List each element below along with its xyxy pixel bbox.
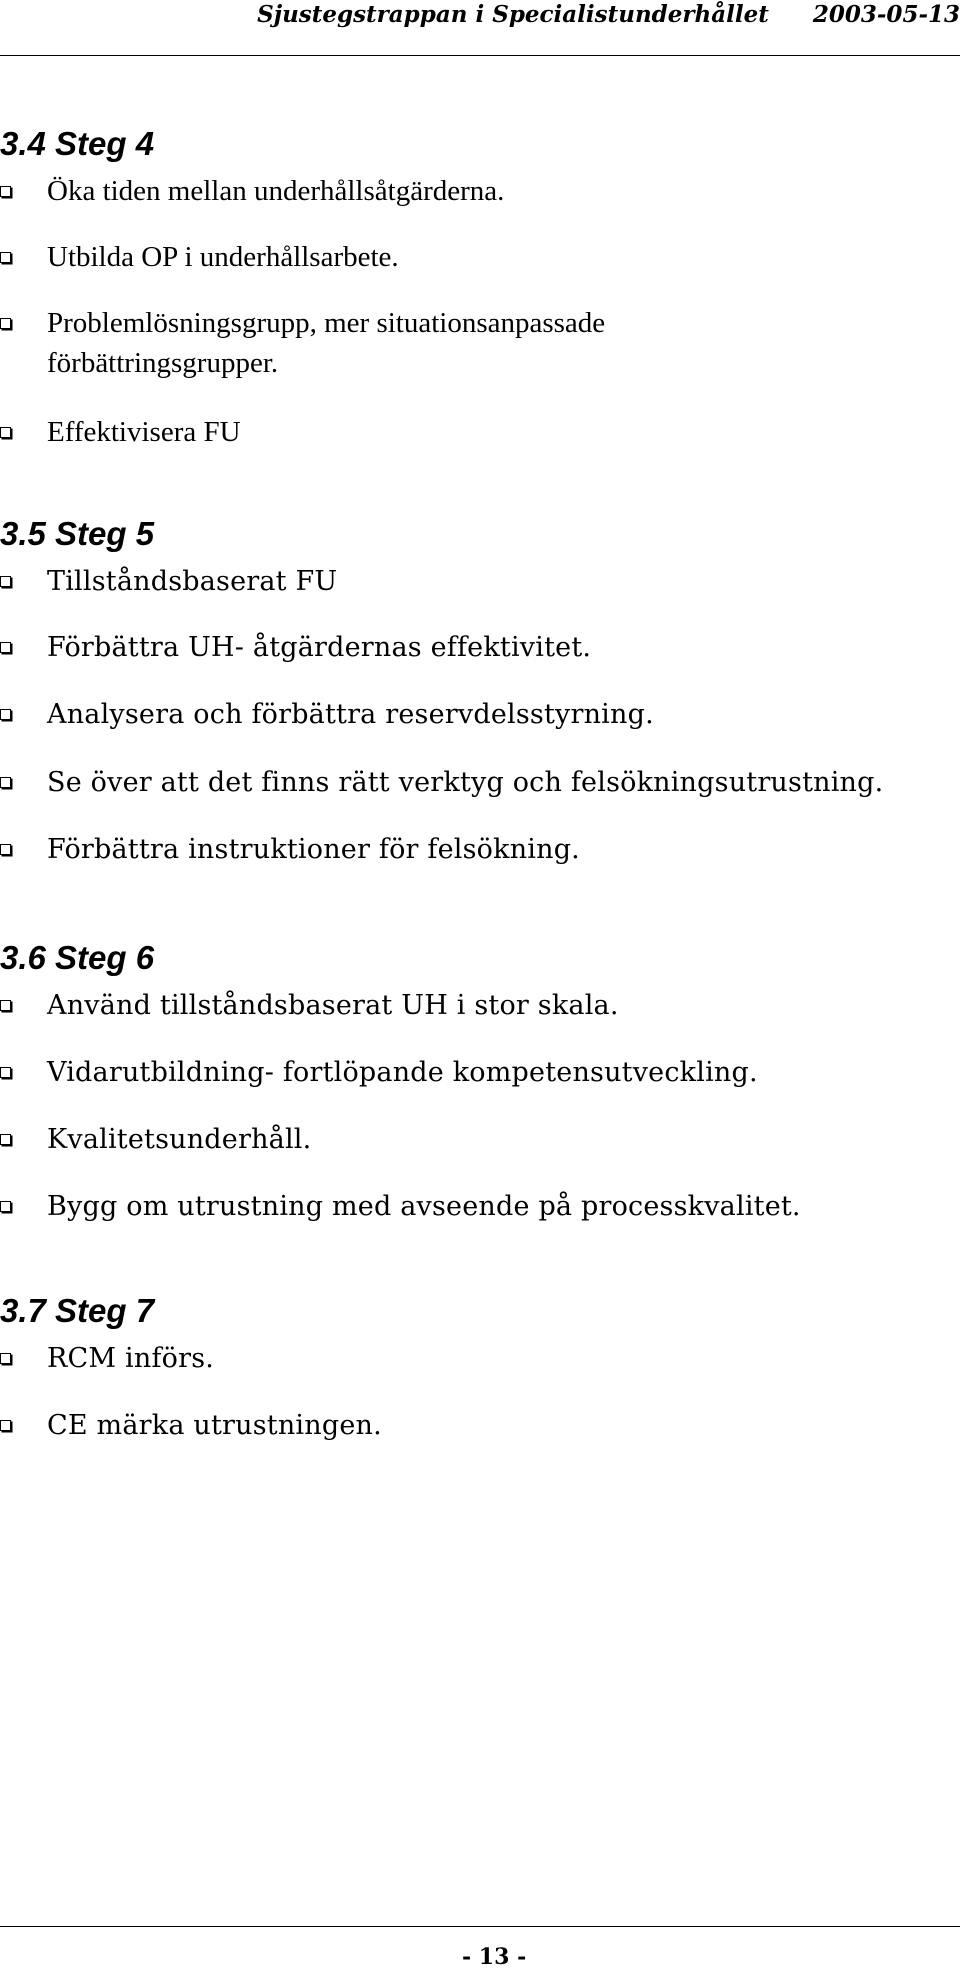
list-item-text: RCM införs. xyxy=(47,1343,215,1374)
list-item-text: Utbilda OP i underhållsarbete. xyxy=(47,241,399,273)
checkbox-bullet-icon xyxy=(0,1420,11,1431)
section-heading: 3.7 Steg 7 xyxy=(0,1292,155,1329)
checkbox-bullet-icon xyxy=(0,1000,11,1011)
checkbox-bullet-icon xyxy=(0,318,11,329)
document-title: Sjustegstrappan i Specialistunderhållet xyxy=(257,1,769,28)
list-item-text: Analysera och förbättra reservdelsstyrning. xyxy=(47,699,654,730)
checkbox-bullet-icon xyxy=(0,1067,11,1078)
list-item-text: Öka tiden mellan underhållsåtgärderna. xyxy=(47,175,505,207)
list-item-text: Se över att det finns rätt verktyg och felsökningsutrustning. xyxy=(47,767,884,798)
checkbox-bullet-icon xyxy=(0,709,11,720)
list-item-text: Förbättra UH- åtgärdernas effektivitet. xyxy=(47,632,592,663)
list-item-text: Problemlösningsgrupp, mer situationsanpassade xyxy=(47,307,606,339)
page-number: - 13 - xyxy=(462,1944,527,1970)
footer-divider xyxy=(0,1926,960,1927)
checkbox-bullet-icon xyxy=(0,427,11,438)
section-heading: 3.5 Steg 5 xyxy=(0,515,155,552)
checkbox-bullet-icon xyxy=(0,186,11,197)
header-text xyxy=(257,0,960,30)
list-item-text: Kvalitetsunderhåll. xyxy=(47,1124,312,1155)
list-item-text: Förbättra instruktioner för felsökning. xyxy=(47,834,580,865)
checkbox-bullet-icon xyxy=(0,642,11,653)
page-header xyxy=(0,0,960,58)
checkbox-bullet-icon xyxy=(0,252,11,263)
list-item-text: Bygg om utrustning med avseende på processkvalitet. xyxy=(47,1191,801,1222)
checkbox-bullet-icon xyxy=(0,777,11,788)
document-date: 2003-05-13 xyxy=(812,1,960,28)
list-item-text: förbättringsgrupper. xyxy=(47,347,279,379)
checkbox-bullet-icon xyxy=(0,1201,11,1212)
section-heading: 3.4 Steg 4 xyxy=(0,125,155,162)
checkbox-bullet-icon xyxy=(0,576,11,587)
header-divider xyxy=(0,55,960,56)
checkbox-bullet-icon xyxy=(0,1353,11,1364)
list-item-text: Effektivisera FU xyxy=(47,416,241,448)
checkbox-bullet-icon xyxy=(0,1134,11,1145)
list-item-text: Vidarutbildning- fortlöpande kompetensutveckling. xyxy=(47,1057,758,1088)
list-item-text: Använd tillståndsbaserat UH i stor skala. xyxy=(47,990,619,1021)
checkbox-bullet-icon xyxy=(0,844,11,855)
section-heading: 3.6 Steg 6 xyxy=(0,939,155,976)
list-item-text: CE märka utrustningen. xyxy=(47,1410,382,1441)
list-item-text: Tillståndsbaserat FU xyxy=(47,566,338,597)
